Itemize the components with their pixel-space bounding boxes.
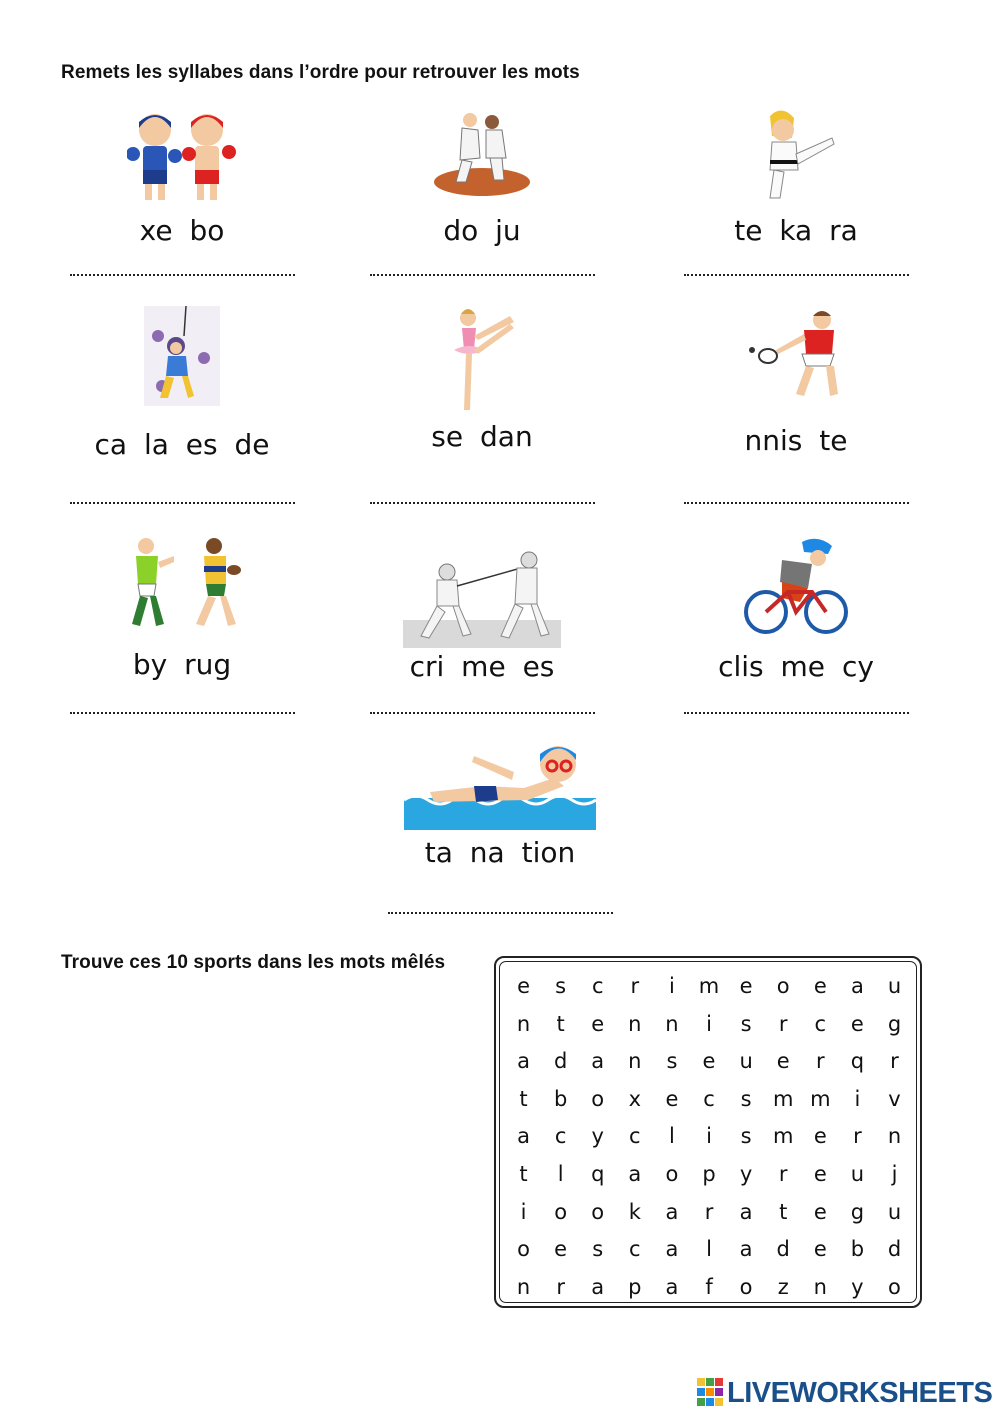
grid-letter[interactable]: n xyxy=(887,1124,902,1149)
syllables-text: xe bo xyxy=(139,214,225,247)
exercise2-heading: Trouve ces 10 sports dans les mots mêlés xyxy=(61,952,446,973)
grid-letter[interactable]: a xyxy=(665,1237,679,1262)
grid-letter[interactable]: f xyxy=(705,1274,713,1299)
syllables-text: clis me cy xyxy=(718,650,874,683)
grid-letter[interactable]: r xyxy=(630,974,640,998)
grid-letter[interactable]: u xyxy=(850,1161,865,1186)
grid-letter[interactable]: y xyxy=(851,1274,864,1299)
grid-letter[interactable]: l xyxy=(669,1124,675,1149)
syllables-text: nnis te xyxy=(744,424,848,457)
answer-line[interactable] xyxy=(684,274,909,276)
answer-line[interactable] xyxy=(684,502,909,504)
rugby-players-icon xyxy=(122,536,242,632)
item-cyclisme xyxy=(646,536,946,726)
grid-letter[interactable]: i xyxy=(520,1199,527,1224)
grid-letter[interactable]: g xyxy=(887,1011,902,1036)
grid-letter[interactable]: o xyxy=(517,1237,530,1262)
grid-letter[interactable]: p xyxy=(702,1161,716,1186)
grid-letter[interactable]: a xyxy=(517,1049,530,1074)
grid-letter[interactable]: s xyxy=(592,1237,604,1262)
grid-letter[interactable]: o xyxy=(554,1199,568,1224)
grid-letter[interactable]: t xyxy=(779,1199,788,1224)
exercise1-heading: Remets les syllabes dans l’ordre pour retrouver les mots xyxy=(61,62,580,83)
grid-letter[interactable]: e xyxy=(813,1124,827,1149)
boxers-icon xyxy=(127,108,237,206)
dancer-icon xyxy=(444,306,520,416)
item-tennis xyxy=(646,306,946,516)
grid-letter[interactable]: a xyxy=(628,1161,642,1186)
grid-letter[interactable]: m xyxy=(772,1086,794,1111)
grid-letter[interactable]: m xyxy=(698,974,720,998)
grid-letter[interactable]: n xyxy=(813,1274,827,1299)
grid-letter[interactable]: r xyxy=(778,1011,788,1036)
grid-letter[interactable]: a xyxy=(517,1124,530,1149)
grid-letter[interactable]: o xyxy=(591,1086,605,1111)
grid-letter[interactable]: j xyxy=(891,1161,898,1186)
grid-letter[interactable]: e xyxy=(813,1237,827,1262)
grid-letter[interactable]: u xyxy=(887,974,902,998)
grid-letter[interactable]: e xyxy=(665,1086,679,1111)
grid-letter[interactable]: b xyxy=(850,1237,865,1262)
grid-letter[interactable]: e xyxy=(813,1161,827,1186)
grid-letter[interactable]: d xyxy=(887,1237,902,1262)
grid-letter[interactable]: g xyxy=(850,1199,865,1224)
grid-letter[interactable]: n xyxy=(665,1011,679,1036)
grid-letter[interactable]: a xyxy=(591,1274,605,1299)
grid-letter[interactable]: c xyxy=(703,1086,715,1111)
item-judo xyxy=(332,108,632,288)
item-boxe xyxy=(32,108,332,288)
grid-letter[interactable]: n xyxy=(628,1011,642,1036)
grid-letter[interactable]: u xyxy=(739,1049,753,1074)
grid-letter[interactable]: k xyxy=(628,1199,641,1224)
grid-letter[interactable]: e xyxy=(813,974,827,998)
grid-letter[interactable]: e xyxy=(517,974,530,998)
grid-letter[interactable]: r xyxy=(704,1199,714,1224)
tennis-player-icon xyxy=(746,306,846,402)
syllables-text: ta na tion xyxy=(424,836,576,869)
grid-letter[interactable]: c xyxy=(629,1124,641,1149)
grid-letter[interactable]: u xyxy=(887,1199,902,1224)
grid-letter[interactable]: c xyxy=(814,1011,827,1036)
grid-letter[interactable]: c xyxy=(591,974,604,998)
footer-logo xyxy=(697,1375,992,1411)
answer-line[interactable] xyxy=(370,502,595,504)
grid-letter[interactable]: x xyxy=(628,1086,642,1111)
grid-letter[interactable]: b xyxy=(553,1086,568,1111)
grid-letter[interactable]: e xyxy=(813,1199,827,1224)
item-natation xyxy=(350,742,650,932)
grid-letter[interactable]: o xyxy=(591,1199,605,1224)
grid-letter[interactable]: a xyxy=(665,1199,679,1224)
climber-icon xyxy=(144,306,220,406)
syllables-text: cri me es xyxy=(409,650,555,683)
answer-line[interactable] xyxy=(388,912,613,914)
item-rugby xyxy=(32,536,332,726)
syllables-text: te ka ra xyxy=(734,214,858,247)
answer-line[interactable] xyxy=(684,712,909,714)
grid-letter[interactable]: t xyxy=(556,1011,565,1036)
syllables-text: by rug xyxy=(132,648,232,681)
grid-letter[interactable]: m xyxy=(810,1086,831,1111)
grid-letter[interactable]: a xyxy=(665,1274,679,1299)
answer-line[interactable] xyxy=(370,274,595,276)
swimmer-icon xyxy=(404,742,596,830)
grid-letter[interactable]: p xyxy=(628,1274,642,1299)
answer-line[interactable] xyxy=(70,502,295,504)
grid-letter[interactable]: r xyxy=(556,1274,565,1299)
syllables-text: se dan xyxy=(431,420,533,453)
grid-letter[interactable]: e xyxy=(591,1011,605,1036)
grid-letter[interactable]: z xyxy=(777,1274,789,1299)
grid-letter[interactable]: e xyxy=(702,1049,716,1074)
grid-letter[interactable]: s xyxy=(555,974,567,998)
grid-letter[interactable]: y xyxy=(739,1161,753,1186)
cyclist-icon xyxy=(742,536,850,634)
grid-letter[interactable]: v xyxy=(888,1086,901,1111)
answer-line[interactable] xyxy=(70,712,295,714)
grid-letter[interactable]: l xyxy=(557,1161,564,1186)
grid-letter[interactable]: i xyxy=(669,974,675,998)
grid-letter[interactable]: s xyxy=(666,1049,678,1074)
grid-letter[interactable]: a xyxy=(739,1237,753,1262)
grid-letter[interactable]: o xyxy=(739,1274,753,1299)
grid-letter[interactable]: q xyxy=(850,1049,865,1074)
grid-letter[interactable]: r xyxy=(815,1049,825,1074)
grid-letter[interactable]: c xyxy=(629,1237,641,1262)
grid-letter[interactable]: a xyxy=(850,974,864,998)
grid-letter[interactable]: o xyxy=(776,974,790,998)
grid-letter[interactable]: s xyxy=(740,1124,752,1149)
answer-line[interactable] xyxy=(370,712,595,714)
grid-letter[interactable]: e xyxy=(776,1049,790,1074)
grid-letter[interactable]: l xyxy=(706,1237,712,1262)
item-danse xyxy=(332,306,632,516)
grid-letter[interactable]: s xyxy=(740,1011,752,1036)
grid-letter[interactable]: n xyxy=(628,1049,642,1074)
grid-letter[interactable]: c xyxy=(554,1124,567,1149)
grid-letter[interactable]: n xyxy=(516,1011,531,1036)
karate-icon xyxy=(756,108,836,202)
fencers-icon xyxy=(403,542,561,648)
grid-letter[interactable]: r xyxy=(853,1124,862,1149)
syllables-text: ca la es de xyxy=(94,428,270,461)
grid-letter[interactable]: n xyxy=(516,1274,531,1299)
grid-letter[interactable]: y xyxy=(591,1124,604,1149)
grid-letter[interactable]: i xyxy=(706,1011,712,1036)
grid-letter[interactable]: d xyxy=(553,1049,568,1074)
item-escrime xyxy=(332,536,632,726)
grid-letter[interactable]: m xyxy=(772,1124,794,1149)
liveworksheets-logo-icon xyxy=(697,1378,723,1408)
grid-letter[interactable]: s xyxy=(740,1086,752,1111)
grid-letter[interactable]: a xyxy=(591,1049,605,1074)
grid-letter[interactable]: e xyxy=(554,1237,568,1262)
grid-letter[interactable]: q xyxy=(591,1161,605,1186)
syllables-text: do ju xyxy=(443,214,521,247)
grid-letter[interactable]: o xyxy=(888,1274,901,1299)
grid-letter[interactable]: a xyxy=(739,1199,753,1224)
grid-letter[interactable]: d xyxy=(776,1237,790,1262)
grid-letter[interactable]: i xyxy=(706,1124,712,1149)
grid-letter[interactable]: r xyxy=(778,1161,788,1186)
grid-letter[interactable]: o xyxy=(665,1161,679,1186)
brand-name: LIVEWORKSHEETS xyxy=(727,1376,993,1409)
grid-letter[interactable]: e xyxy=(739,974,753,998)
grid-letter[interactable]: e xyxy=(850,1011,864,1036)
grid-letter[interactable]: t xyxy=(519,1161,528,1186)
grid-letter[interactable]: t xyxy=(519,1086,528,1111)
item-karate xyxy=(646,108,946,288)
word-search-grid[interactable] xyxy=(505,968,913,1306)
grid-letter[interactable]: i xyxy=(854,1086,861,1111)
answer-line[interactable] xyxy=(70,274,295,276)
item-escalade xyxy=(32,306,332,516)
grid-letter[interactable]: r xyxy=(890,1049,899,1074)
judo-icon xyxy=(432,108,532,198)
